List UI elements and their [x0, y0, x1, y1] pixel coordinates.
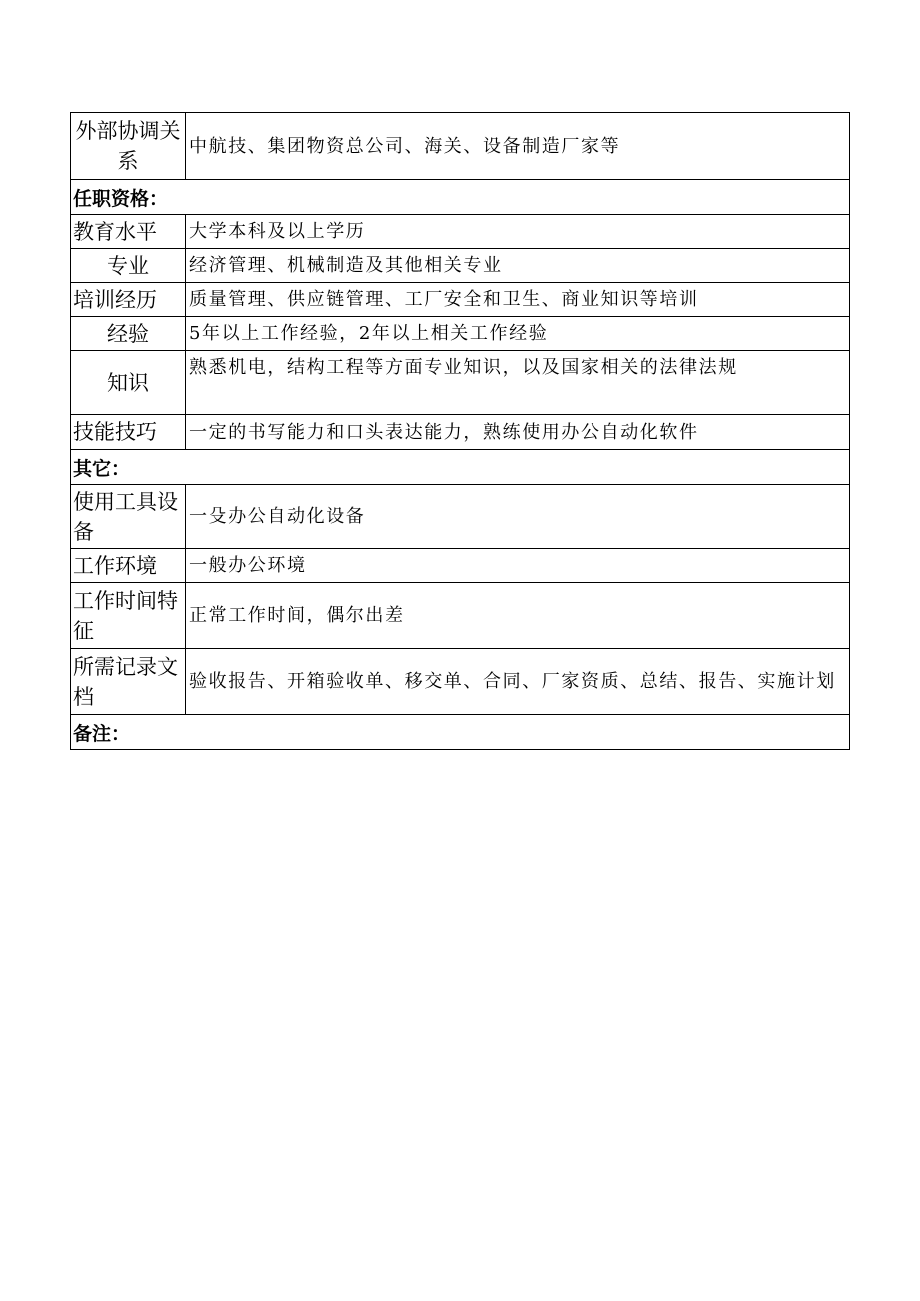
job-description-table: [70, 112, 850, 750]
value-records: 验收报告、开箱验收单、移交单、合同、厂家资质、总结、报告、实施计划: [186, 649, 850, 715]
row-training: [71, 283, 850, 317]
label-major: 专业: [71, 249, 186, 283]
value-knowledge: 熟悉机电，结构工程等方面专业知识，以及国家相关的法律法规: [186, 351, 850, 415]
label-experience: 经验: [71, 317, 186, 351]
value-major: 经济管理、机械制造及其他相关专业: [186, 249, 850, 283]
value-tools: 一殳办公自动化设备: [186, 485, 850, 549]
value-skills: 一定的书写能力和口头表达能力，熟练使用办公自动化软件: [186, 415, 850, 450]
row-knowledge: [71, 351, 850, 415]
value-education: 大学本科及以上学历: [186, 215, 850, 249]
row-major: [71, 249, 850, 283]
label-work-time: 工作时间特征: [71, 583, 186, 649]
value-experience: 5年以上工作经验，2年以上相关工作经验: [186, 317, 850, 351]
row-tools: [71, 485, 850, 549]
label-education: 教育水平: [71, 215, 186, 249]
section-other: [71, 450, 850, 485]
section-qualifications: [71, 180, 850, 215]
row-environment: [71, 549, 850, 583]
row-records: [71, 649, 850, 715]
label-external-coordination: 外部协调关系: [71, 113, 186, 180]
label-tools: 使用工具设备: [71, 485, 186, 549]
section-title-other: 其它：: [71, 450, 850, 485]
label-environment: 工作环境: [71, 549, 186, 583]
row-experience: [71, 317, 850, 351]
label-knowledge: 知识: [71, 351, 186, 415]
section-title-qualifications: 任职资格：: [71, 180, 850, 215]
label-records: 所需记录文档: [71, 649, 186, 715]
label-training: 培训经历: [71, 283, 186, 317]
label-skills: 技能技巧: [71, 415, 186, 450]
value-training: 质量管理、供应链管理、工厂安全和卫生、商业知识等培训: [186, 283, 850, 317]
value-work-time: 正常工作时间，偶尔出差: [186, 583, 850, 649]
row-work-time: [71, 583, 850, 649]
section-title-remarks: 备注：: [71, 715, 850, 750]
row-education: [71, 215, 850, 249]
row-skills: [71, 415, 850, 450]
value-external-coordination: 中航技、集团物资总公司、海关、设备制造厂家等: [186, 113, 850, 180]
row-external-coordination: [71, 113, 850, 180]
section-remarks: [71, 715, 850, 750]
value-environment: 一般办公环境: [186, 549, 850, 583]
